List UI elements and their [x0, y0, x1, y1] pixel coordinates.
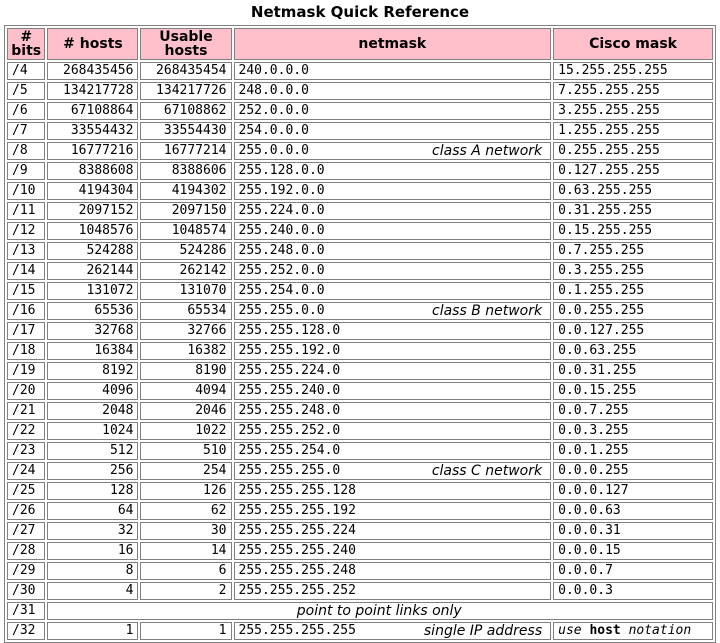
netmask-value: 255.0.0.0: [238, 143, 309, 158]
cell-usable-hosts: 65534: [140, 302, 231, 320]
cell-bits: /14: [7, 262, 45, 280]
table-row: [7, 442, 713, 460]
cell-usable-hosts: 30: [140, 522, 231, 540]
cell-cisco-mask: 0.0.7.255: [553, 402, 713, 420]
cell-hosts: 16777216: [47, 142, 138, 160]
cell-bits: /15: [7, 282, 45, 300]
netmask-value: 255.255.255.0: [238, 463, 341, 478]
cell-hosts: 16384: [47, 342, 138, 360]
cell-netmask: [234, 182, 552, 200]
cell-hosts: 33554432: [47, 122, 138, 140]
table-row: [7, 402, 713, 420]
table-row: [7, 602, 713, 620]
cell-usable-hosts: 510: [140, 442, 231, 460]
cell-cisco-mask: 0.1.255.255: [553, 282, 713, 300]
cell-bits: /25: [7, 482, 45, 500]
cell-bits: /23: [7, 442, 45, 460]
cell-cisco-mask: 0.0.0.63: [553, 502, 713, 520]
cell-bits: /16: [7, 302, 45, 320]
cell-hosts: 4194304: [47, 182, 138, 200]
cell-bits: /17: [7, 322, 45, 340]
cell-bits: /7: [7, 122, 45, 140]
cell-usable-hosts: 4094: [140, 382, 231, 400]
cell-hosts: 1048576: [47, 222, 138, 240]
table-row: [7, 482, 713, 500]
netmask-value: 255.255.248.0: [238, 403, 341, 418]
cell-bits: /18: [7, 342, 45, 360]
netmask-note: single IP address: [423, 623, 543, 639]
cell-hosts: 8388608: [47, 162, 138, 180]
cell-usable-hosts: 2046: [140, 402, 231, 420]
cell-cisco-mask: 0.255.255.255: [553, 142, 713, 160]
cell-netmask: [234, 322, 552, 340]
table-row: [7, 162, 713, 180]
header-usable-line1: Usable: [159, 29, 213, 45]
netmask-value: 255.252.0.0: [238, 263, 325, 278]
cell-cisco-mask: 0.0.15.255: [553, 382, 713, 400]
netmask-note: class A network: [432, 143, 543, 159]
cell-bits: /19: [7, 362, 45, 380]
netmask-value: 255.255.224.0: [238, 363, 341, 378]
cell-cisco-mask: 0.0.3.255: [553, 422, 713, 440]
cell-hosts: 131072: [47, 282, 138, 300]
cell-bits: /31: [7, 602, 45, 620]
cell-usable-hosts: 16777214: [140, 142, 231, 160]
cell-usable-hosts: 2: [140, 582, 231, 600]
cell-usable-hosts: 2097150: [140, 202, 231, 220]
netmask-value: 255.255.255.252: [238, 583, 356, 598]
cell-usable-hosts: 8388606: [140, 162, 231, 180]
netmask-table: [4, 25, 716, 643]
cell-usable-hosts: 131070: [140, 282, 231, 300]
cell-netmask: [234, 342, 552, 360]
header-usable-line2: hosts: [164, 43, 208, 59]
netmask-value: 255.255.254.0: [238, 443, 341, 458]
cell-cisco-mask: 0.0.255.255: [553, 302, 713, 320]
table-row: [7, 522, 713, 540]
cell-netmask: [234, 122, 552, 140]
cell-cisco-mask: 0.0.63.255: [553, 342, 713, 360]
cell-usable-hosts: 6: [140, 562, 231, 580]
cell-usable-hosts: 254: [140, 462, 231, 480]
cell-netmask: [234, 402, 552, 420]
cell-bits: /6: [7, 102, 45, 120]
header-netmask: netmask: [234, 28, 552, 60]
cisco-post: notation: [620, 623, 692, 638]
cell-netmask: [234, 202, 552, 220]
cell-netmask: [234, 462, 552, 480]
netmask-value: 255.255.0.0: [238, 303, 325, 318]
cell-netmask: [234, 562, 552, 580]
cell-netmask: [234, 422, 552, 440]
cisco-pre: use: [558, 623, 590, 638]
netmask-value: 255.224.0.0: [238, 203, 325, 218]
table-row: [7, 242, 713, 260]
cell-cisco-mask: 0.0.0.7: [553, 562, 713, 580]
cell-netmask: [234, 542, 552, 560]
cell-usable-hosts: 67108862: [140, 102, 231, 120]
cell-usable-hosts: 1022: [140, 422, 231, 440]
header-cisco-mask: Cisco mask: [553, 28, 713, 60]
cell-cisco-mask: 0.0.0.31: [553, 522, 713, 540]
cell-usable-hosts: 524286: [140, 242, 231, 260]
cell-hosts: 524288: [47, 242, 138, 260]
cell-hosts: 67108864: [47, 102, 138, 120]
cell-hosts: 1: [47, 622, 138, 640]
cell-hosts: 128: [47, 482, 138, 500]
table-row: [7, 202, 713, 220]
cell-hosts: 16: [47, 542, 138, 560]
cell-cisco-mask: 0.0.31.255: [553, 362, 713, 380]
cell-cisco-mask: 15.255.255.255: [553, 62, 713, 80]
table-row: [7, 542, 713, 560]
cell-usable-hosts: 14: [140, 542, 231, 560]
table-row: [7, 262, 713, 280]
netmask-value: 255.255.252.0: [238, 423, 341, 438]
table-row: [7, 562, 713, 580]
table-row: [7, 102, 713, 120]
cell-netmask: [234, 522, 552, 540]
table-row: [7, 342, 713, 360]
cell-usable-hosts: 1: [140, 622, 231, 640]
table-row: [7, 622, 713, 640]
cell-netmask: [234, 382, 552, 400]
cell-cisco-mask: 0.31.255.255: [553, 202, 713, 220]
cell-netmask: [234, 622, 552, 640]
cell-usable-hosts: 8190: [140, 362, 231, 380]
netmask-value: 255.255.192.0: [238, 343, 341, 358]
cell-usable-hosts: 134217726: [140, 82, 231, 100]
cell-netmask: [234, 242, 552, 260]
netmask-value: 255.255.240.0: [238, 383, 341, 398]
cell-hosts: 268435456: [47, 62, 138, 80]
table-row: [7, 62, 713, 80]
netmask-value: 252.0.0.0: [238, 103, 309, 118]
cell-netmask: [234, 62, 552, 80]
netmask-value: 255.255.128.0: [238, 323, 341, 338]
cell-netmask: [234, 162, 552, 180]
cell-hosts: 1024: [47, 422, 138, 440]
header-usable-hosts: [140, 28, 231, 60]
cell-bits: /21: [7, 402, 45, 420]
cisco-host-keyword: host: [589, 623, 621, 638]
header-row: [7, 28, 713, 60]
cell-cisco-mask: 0.0.127.255: [553, 322, 713, 340]
netmask-value: 240.0.0.0: [238, 63, 309, 78]
cell-bits: /5: [7, 82, 45, 100]
cell-usable-hosts: 4194302: [140, 182, 231, 200]
cell-netmask: [234, 482, 552, 500]
cell-cisco-mask: 0.7.255.255: [553, 242, 713, 260]
cell-bits: /32: [7, 622, 45, 640]
table-row: [7, 382, 713, 400]
cell-bits: /10: [7, 182, 45, 200]
netmask-value: 255.255.255.128: [238, 483, 356, 498]
cell-hosts: 32768: [47, 322, 138, 340]
table-row: [7, 582, 713, 600]
cell-netmask: [234, 282, 552, 300]
cell-bits: /22: [7, 422, 45, 440]
cell-bits: /26: [7, 502, 45, 520]
cell-netmask: [234, 82, 552, 100]
cell-cisco-mask: 0.127.255.255: [553, 162, 713, 180]
cell-p2p-note: point to point links only: [47, 602, 713, 620]
table-row: [7, 122, 713, 140]
netmask-value: 255.255.255.240: [238, 543, 356, 558]
cell-hosts: 262144: [47, 262, 138, 280]
cell-bits: /27: [7, 522, 45, 540]
cell-usable-hosts: 62: [140, 502, 231, 520]
cell-bits: /11: [7, 202, 45, 220]
netmask-value: 255.255.255.248: [238, 563, 356, 578]
table-row: [7, 502, 713, 520]
netmask-value: 248.0.0.0: [238, 83, 309, 98]
table-body-special: [7, 602, 713, 640]
cell-hosts: 8192: [47, 362, 138, 380]
cell-bits: /20: [7, 382, 45, 400]
header-hosts: # hosts: [47, 28, 138, 60]
cell-netmask: [234, 302, 552, 320]
cell-netmask: [234, 582, 552, 600]
cell-hosts: 4096: [47, 382, 138, 400]
netmask-value: 255.255.255.224: [238, 523, 356, 538]
table-row: [7, 422, 713, 440]
cell-usable-hosts: 32766: [140, 322, 231, 340]
cell-cisco-mask: 0.0.0.255: [553, 462, 713, 480]
cell-bits: /12: [7, 222, 45, 240]
cell-cisco-mask: 0.15.255.255: [553, 222, 713, 240]
table-row: [7, 322, 713, 340]
cell-usable-hosts: 1048574: [140, 222, 231, 240]
netmask-value: 255.192.0.0: [238, 183, 325, 198]
cell-bits: /4: [7, 62, 45, 80]
table-row: [7, 142, 713, 160]
cell-netmask: [234, 222, 552, 240]
netmask-note: class B network: [432, 303, 543, 319]
cell-hosts: 32: [47, 522, 138, 540]
cell-bits: /9: [7, 162, 45, 180]
cell-netmask: [234, 142, 552, 160]
cell-bits: /8: [7, 142, 45, 160]
page-title: Netmask Quick Reference: [250, 3, 470, 21]
table-row: [7, 362, 713, 380]
table-body: [7, 62, 713, 600]
netmask-value: 255.255.255.255: [238, 623, 356, 638]
netmask-value: 254.0.0.0: [238, 123, 309, 138]
cell-cisco-mask: 0.0.0.127: [553, 482, 713, 500]
cell-bits: /29: [7, 562, 45, 580]
table-row: [7, 222, 713, 240]
cell-netmask: [234, 502, 552, 520]
cell-hosts: 4: [47, 582, 138, 600]
table-row: [7, 82, 713, 100]
cell-usable-hosts: 126: [140, 482, 231, 500]
cell-cisco-mask: 0.3.255.255: [553, 262, 713, 280]
table-row: [7, 182, 713, 200]
cell-hosts: 64: [47, 502, 138, 520]
cell-hosts: 2048: [47, 402, 138, 420]
cell-bits: /30: [7, 582, 45, 600]
cell-hosts: 134217728: [47, 82, 138, 100]
cell-cisco-mask: 1.255.255.255: [553, 122, 713, 140]
cell-netmask: [234, 262, 552, 280]
cell-cisco-mask: 0.0.0.3: [553, 582, 713, 600]
cell-netmask: [234, 442, 552, 460]
cell-hosts: 512: [47, 442, 138, 460]
table-row: [7, 282, 713, 300]
cell-cisco-mask: 0.63.255.255: [553, 182, 713, 200]
cell-hosts: 65536: [47, 302, 138, 320]
cell-cisco-mask: 0.0.0.15: [553, 542, 713, 560]
netmask-value: 255.254.0.0: [238, 283, 325, 298]
cell-usable-hosts: 33554430: [140, 122, 231, 140]
cell-usable-hosts: 268435454: [140, 62, 231, 80]
table-row: [7, 462, 713, 480]
cell-usable-hosts: 16382: [140, 342, 231, 360]
cell-cisco-mask: 3.255.255.255: [553, 102, 713, 120]
table-row: [7, 302, 713, 320]
cell-netmask: [234, 102, 552, 120]
cell-bits: /28: [7, 542, 45, 560]
cell-bits: /13: [7, 242, 45, 260]
cell-cisco-mask: 0.0.1.255: [553, 442, 713, 460]
netmask-value: 255.240.0.0: [238, 223, 325, 238]
netmask-note: class C network: [431, 463, 543, 479]
header-bits: # bits: [7, 28, 45, 60]
cell-hosts: 256: [47, 462, 138, 480]
netmask-value: 255.248.0.0: [238, 243, 325, 258]
cell-cisco-mask: [553, 622, 713, 640]
cell-usable-hosts: 262142: [140, 262, 231, 280]
cell-bits: /24: [7, 462, 45, 480]
netmask-value: 255.128.0.0: [238, 163, 325, 178]
netmask-value: 255.255.255.192: [238, 503, 356, 518]
cell-netmask: [234, 362, 552, 380]
cell-hosts: 2097152: [47, 202, 138, 220]
cell-hosts: 8: [47, 562, 138, 580]
cell-cisco-mask: 7.255.255.255: [553, 82, 713, 100]
